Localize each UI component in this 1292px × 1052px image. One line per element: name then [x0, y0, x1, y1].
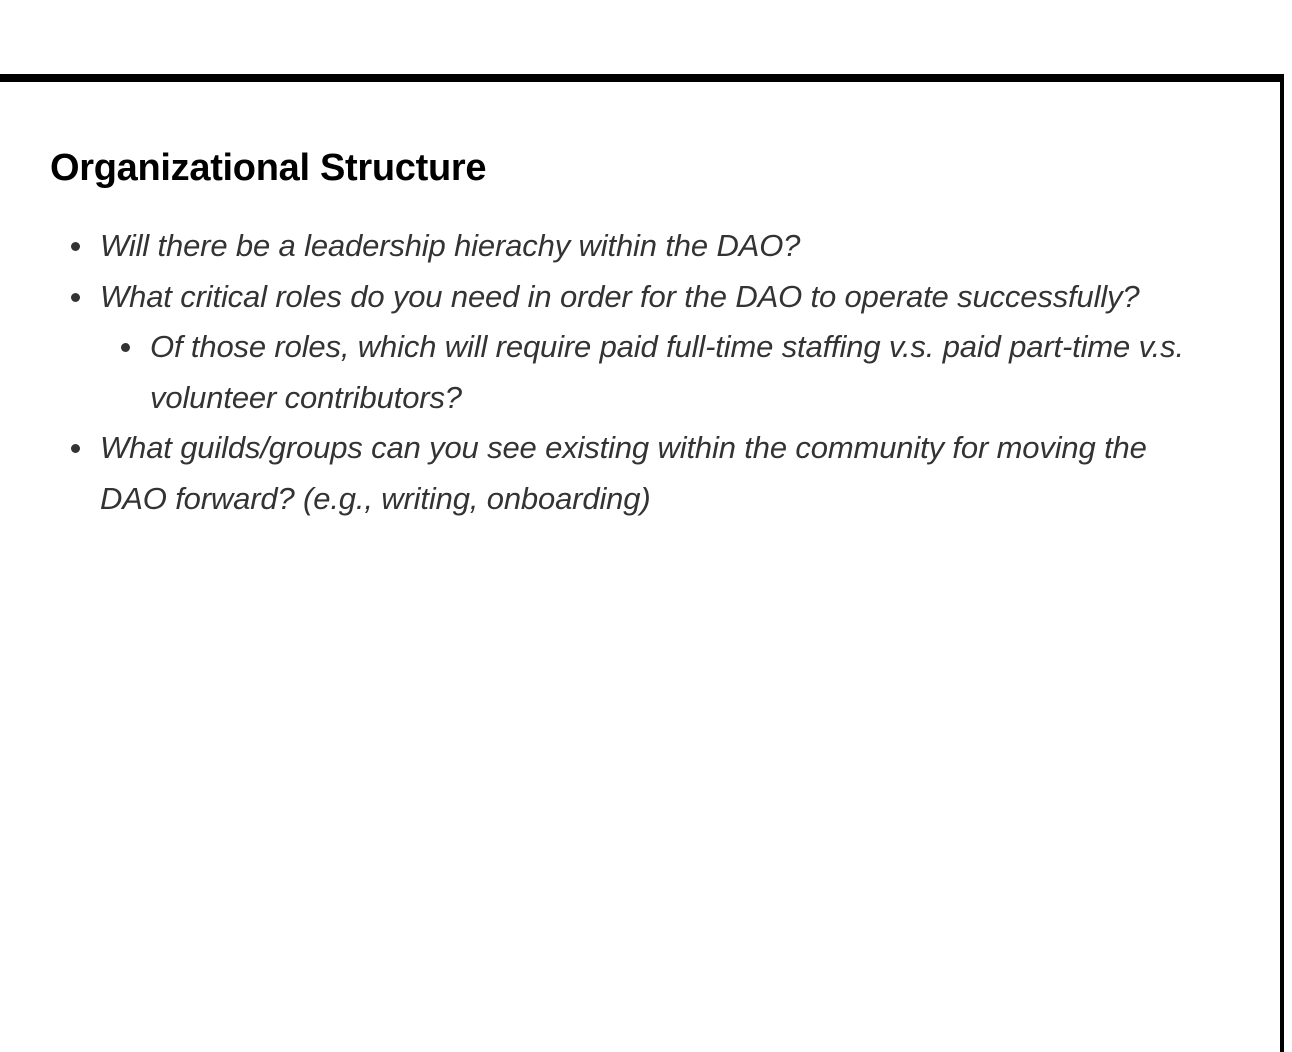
list-item	[100, 272, 1200, 424]
sub-question-list	[100, 322, 1200, 423]
list-item-text: Will there be a leadership hierachy within the DAO?	[100, 228, 801, 263]
bullet-icon	[71, 444, 80, 453]
list-item-text: What critical roles do you need in order for the DAO to operate successfully?	[100, 278, 1140, 314]
top-margin	[0, 0, 1292, 74]
question-list	[100, 221, 1200, 524]
list-item	[100, 221, 1200, 272]
sub-list-item-text: Of those roles, which will require paid full-time staffing v.s. paid part-time v.s. volunteer contributors?	[150, 329, 1184, 415]
bullet-icon	[121, 343, 130, 352]
list-item	[100, 423, 1200, 524]
section-heading: Organizational Structure	[50, 147, 487, 189]
content-panel	[0, 74, 1284, 1052]
bullet-icon	[71, 242, 80, 251]
bullet-icon	[71, 293, 80, 302]
list-item-text: What guilds/groups can you see existing within the community for moving the DAO forward? (e.g., writing, onboarding)	[100, 430, 1147, 516]
sub-list-item	[150, 322, 1200, 423]
